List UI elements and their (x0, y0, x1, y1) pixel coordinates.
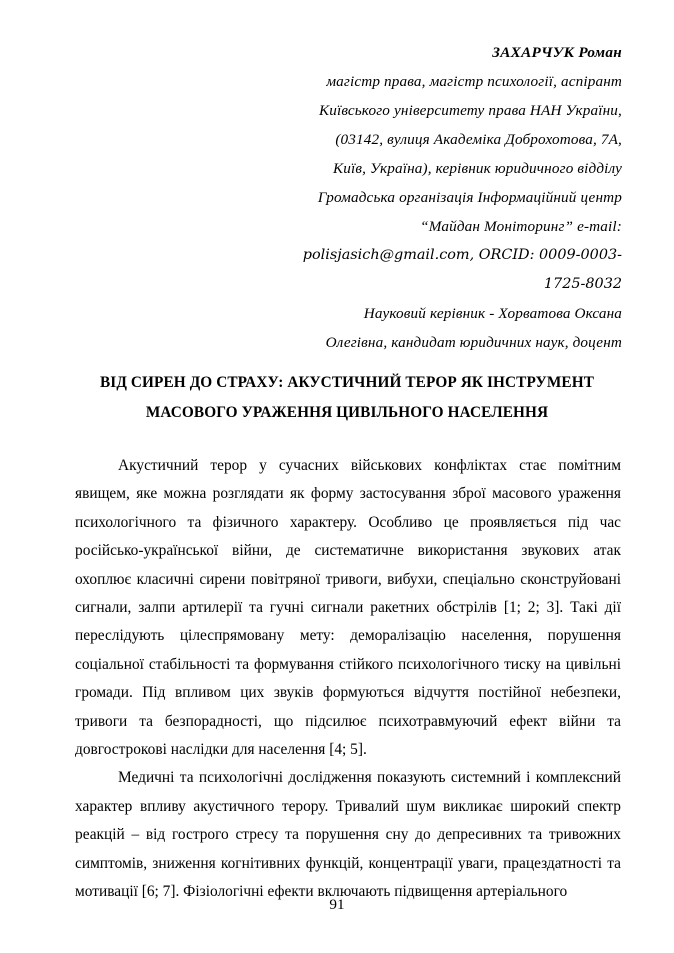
body-paragraph-1: Акустичний терор у сучасних військових конфліктах стає помітним явищем, яке можна розглядати як форму застосування зброї масового ураження психологічного та фізичного характеру. Особливо це проявляється під час російсько-української війни, де систематичне використання звукових атак охоплює класичні сирени повітряної тривоги, вибухи, спеціально сконструйовані сигнали, залпи артилерії та гучні сигнали ракетних обстрілів [1; 2; 3]. Такі дії переслідують цілеспрямовану мету: деморалізацію населення, порушення соціальної стабільності та формування стійкого психологічного тиску на цивільні громади. Під впливом цих звуків формуються відчуття постійної небезпеки, тривоги та безпорадності, що підсилює психотравмуючий ефект війни та довгострокові наслідки для населення [4; 5]. (75, 457, 621, 759)
author-name: ЗАХАРЧУК Роман (492, 44, 622, 61)
author-affiliation-block (75, 38, 622, 357)
affiliation-line-2: Київського університету права НАН України, (318, 102, 622, 119)
article-body (75, 452, 621, 907)
email-orcid-line: polisjasich@gmail.com, ORCID: 0009-0003- (302, 247, 622, 263)
page-number: 91 (329, 896, 345, 913)
supervisor-line-2: Олегівна, кандидат юридичних наук, доцент (325, 334, 622, 351)
body-paragraph-2: Медичні та психологічні дослідження показують системний і комплексний характер впливу акустичного терору. Тривалий шум викликає широкий спектр реакцій – від гострого стресу та порушення сну до депресивних та тривожних симптомів, зниження когнітивних функцій, концентрації уваги, працездатності та мотивації [6; 7]. Фізіологічні ефекти включають підвищення артеріального (75, 769, 621, 901)
article-title-line-1: ВІД СИРЕН ДО СТРАХУ: АКУСТИЧНИЙ ТЕРОР ЯК ІНСТРУМЕНТ (99, 374, 595, 391)
orcid-continuation-line: 1725-8032 (543, 276, 622, 292)
article-title (67, 368, 627, 428)
affiliation-line-3: (03142, вулиця Академіка Доброхотова, 7А, (335, 131, 622, 148)
article-title-line-2: МАСОВОГО УРАЖЕННЯ ЦИВІЛЬНОГО НАСЕЛЕННЯ (145, 404, 549, 421)
supervisor-line-1: Науковий керівник - Хорватова Оксана (363, 305, 622, 322)
affiliation-line-5: Громадська організація Інформаційний центр (317, 189, 622, 206)
affiliation-line-1: магістр права, магістр психології, аспірант (326, 73, 622, 90)
affiliation-line-6: “Майдан Моніторинг” e-mail: (420, 218, 622, 235)
affiliation-line-4: Київ, Україна), керівник юридичного відділу (333, 160, 622, 177)
